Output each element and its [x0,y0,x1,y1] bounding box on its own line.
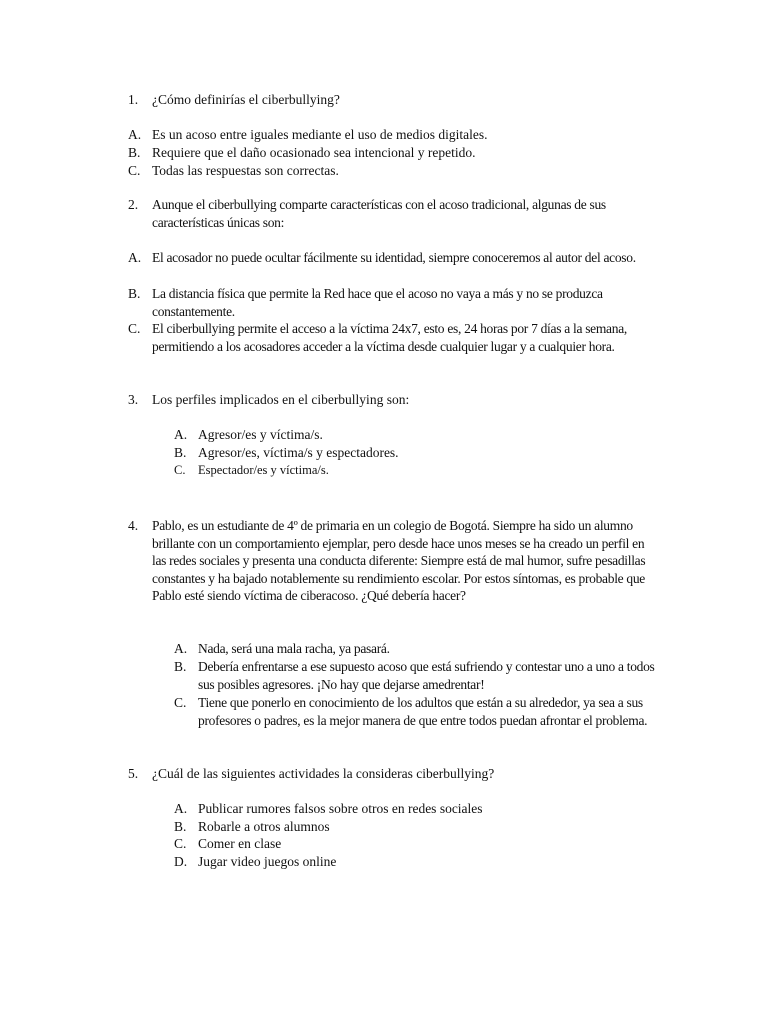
answer-4c [174,694,664,729]
answer-letter: A. [174,641,188,656]
answer-letter: C. [128,321,141,336]
answer-letter: B. [174,445,187,460]
answer-text: Tiene que ponerlo en conocimiento de los adultos que están a su alrededor, ya sea a sus profesores o padres, es la mejor manera de que entre todos puedan afrontar el problema. [198,695,648,728]
answer-3a [174,426,654,444]
answer-text: La distancia física que permite la Red hace que el acoso no vaya a más y no se produzca constantemente. [152,286,603,319]
question-4 [128,517,658,605]
answer-5b [174,818,654,836]
question-number: 5. [128,766,139,781]
question-2 [128,196,658,231]
answer-2a [128,249,658,267]
answer-2b [128,285,658,320]
question-1 [128,91,648,109]
answer-4a [174,640,664,658]
answer-letter: A. [128,127,142,142]
answer-5d [174,853,654,871]
answer-3b [174,444,654,462]
answer-text: Espectador/es y víctima/s. [198,463,329,477]
question-number: 2. [128,197,139,212]
question-number: 3. [128,392,139,407]
answer-3c [174,462,654,480]
answer-letter: C. [174,695,187,710]
answer-letter: B. [174,659,187,674]
answer-letter: A. [128,250,142,265]
answer-4b [174,658,664,693]
answer-text: Comer en clase [198,836,282,851]
answer-text: El acosador no puede ocultar fácilmente su identidad, siempre conoceremos al autor del acoso. [152,250,636,265]
answer-letter: C. [174,836,187,851]
answer-5c [174,835,654,853]
question-number: 1. [128,92,139,107]
question-5 [128,765,648,783]
answer-1b [128,144,658,162]
answer-text: Publicar rumores falsos sobre otros en redes sociales [198,801,483,816]
question-text: ¿Cómo definirías el ciberbullying? [152,92,340,107]
answer-letter: C. [128,163,141,178]
answer-text: Debería enfrentarse a ese supuesto acoso que está sufriendo y contestar uno a uno a todos sus posibles agresores. ¡No hay que dejarse amedrentar! [198,659,655,692]
answer-text: Nada, será una mala racha, ya pasará. [198,641,390,656]
answer-letter: B. [174,819,187,834]
answer-2c [128,320,658,355]
answer-letter: D. [174,854,188,869]
answer-letter: A. [174,427,188,442]
answer-text: Todas las respuestas son correctas. [152,163,339,178]
answer-1c [128,162,658,180]
answer-letter: B. [128,286,141,301]
answer-text: Jugar video juegos online [198,854,337,869]
question-text: Aunque el ciberbullying comparte características con el acoso tradicional, algunas de sus características únicas son: [152,197,606,230]
answer-5a [174,800,654,818]
answer-text: Agresor/es, víctima/s y espectadores. [198,445,399,460]
question-3 [128,391,648,409]
question-number: 4. [128,518,139,533]
answer-text: Agresor/es y víctima/s. [198,427,323,442]
question-text: ¿Cuál de las siguientes actividades la consideras ciberbullying? [152,766,495,781]
answer-letter: C. [174,463,186,477]
answer-text: Es un acoso entre iguales mediante el uso de medios digitales. [152,127,488,142]
answer-1a [128,126,658,144]
question-text: Los perfiles implicados en el ciberbullying son: [152,392,410,407]
answer-text: Robarle a otros alumnos [198,819,330,834]
answer-letter: B. [128,145,141,160]
question-text: Pablo, es un estudiante de 4º de primaria en un colegio de Bogotá. Siempre ha sido un alumno brillante con un comportamiento ejemplar, pero desde hace unos meses se ha creado un perfil en las redes sociales y presenta una conducta diferente: Siempre está de mal humor, sufre pesadillas constantes y ha bajado notablemente su rendimiento escolar. Por estos síntomas, es probable que Pablo esté siendo víctima de ciberacoso. ¿Qué debería hacer? [152,518,646,604]
answer-text: Requiere que el daño ocasionado sea intencional y repetido. [152,145,476,160]
answer-letter: A. [174,801,188,816]
answer-text: El ciberbullying permite el acceso a la víctima 24x7, esto es, 24 horas por 7 días a la semana, permitiendo a los acosadores acceder a la víctima desde cualquier lugar y a cualquier hora. [152,321,627,354]
